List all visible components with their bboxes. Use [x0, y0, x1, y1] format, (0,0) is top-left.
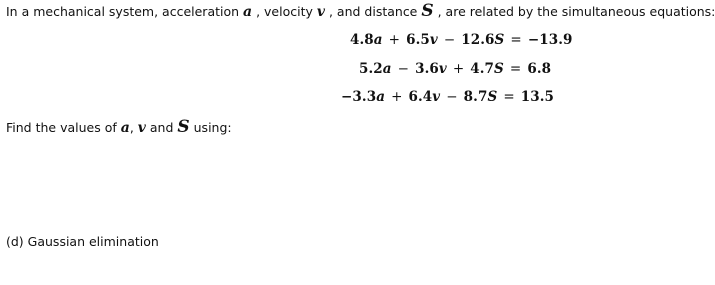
eq3-var-s: S	[487, 89, 498, 105]
eq2-coef-a: 5.2	[359, 61, 383, 77]
find-variable-s: S	[177, 117, 190, 137]
eq3-var-a: a	[376, 89, 386, 105]
eq1-equals: =	[510, 32, 522, 48]
intro-text-velocity: , velocity	[252, 4, 317, 19]
eq2-equals: =	[509, 61, 522, 77]
eq3-coef-s: 8.7	[463, 89, 488, 105]
eq3-var-v: v	[432, 89, 441, 105]
find-separator-1: ,	[129, 120, 138, 135]
find-text-end: using:	[189, 120, 232, 135]
eq2-rhs: 6.8	[527, 61, 552, 77]
equation-2	[359, 61, 551, 77]
find-variable-a: a	[120, 120, 130, 136]
eq1-coef-s: 12.6	[461, 32, 495, 48]
eq1-coef-a: 4.8	[350, 32, 374, 48]
find-text-start: Find the values of	[6, 120, 121, 135]
eq2-var-a: a	[382, 61, 392, 77]
eq2-op-1: −	[397, 61, 410, 77]
eq3-op-1: +	[391, 89, 403, 105]
eq1-op-1: +	[388, 32, 401, 48]
eq3-op-2: −	[446, 89, 458, 105]
find-instruction	[6, 117, 232, 137]
intro-text-start: In a mechanical system, acceleration	[6, 4, 244, 19]
eq1-op-2: −	[443, 32, 456, 48]
method-label: (d) Gaussian elimination	[6, 234, 159, 249]
eq2-op-2: +	[452, 61, 465, 77]
variable-a: a	[243, 4, 253, 20]
find-separator-2: and	[145, 120, 178, 135]
equation-3	[341, 89, 554, 105]
eq2-var-v: v	[438, 61, 447, 77]
variable-s: S	[421, 1, 434, 21]
intro-text-end: , are related by the simultaneous equations:	[433, 4, 715, 19]
eq3-rhs: 13.5	[520, 89, 555, 105]
variable-v: v	[316, 4, 325, 20]
eq3-coef-v: 6.4	[408, 89, 433, 105]
eq1-rhs: −13.9	[527, 32, 573, 48]
eq1-var-a: a	[373, 32, 383, 48]
eq1-coef-v: 6.5	[406, 32, 430, 48]
eq2-coef-v: 3.6	[415, 61, 439, 77]
equation-1	[350, 32, 573, 48]
eq3-equals: =	[503, 89, 515, 105]
eq2-coef-s: 4.7	[470, 61, 495, 77]
eq1-var-s: S	[494, 32, 505, 48]
eq3-coef-a: −3.3	[341, 89, 377, 105]
find-variable-v: v	[137, 120, 146, 136]
intro-text-distance: , and distance	[325, 4, 422, 19]
eq2-var-s: S	[494, 61, 504, 77]
problem-statement	[6, 1, 715, 21]
eq1-var-v: v	[429, 32, 438, 48]
